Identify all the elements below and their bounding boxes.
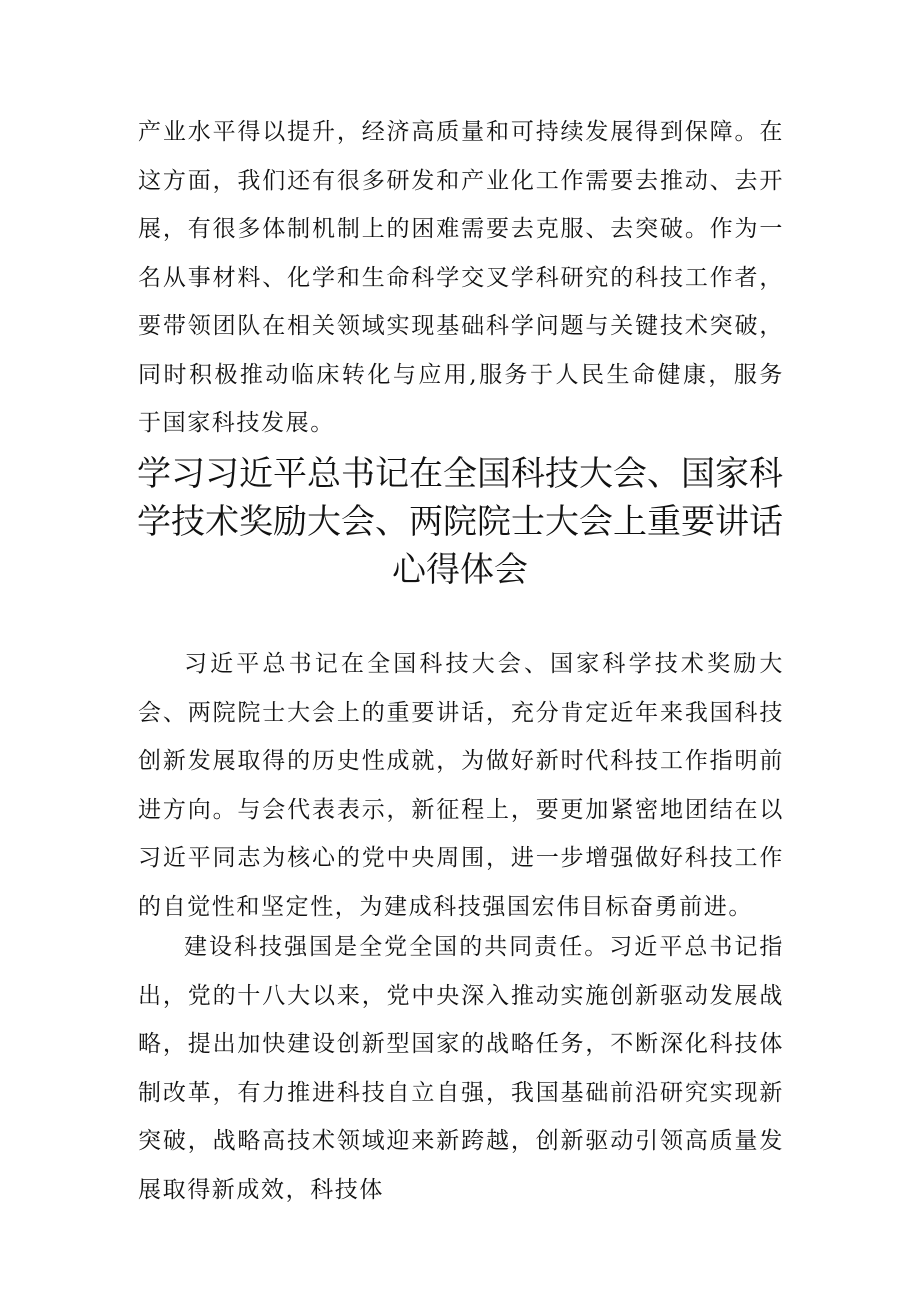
- body-paragraph-2: 建设科技强国是全党全国的共同责任。习近平总书记指出，党的十八大以来，党中央深入推动实施创新驱动发展战略，提出加快建设创新型国家的战略任务，不断深化科技体制改革，有力推进科技自立自强，我国基础前沿研究实现新突破，战略高技术领域迎来新跨越，创新驱动引领高质量发展取得新成效，科技体: [138, 934, 784, 1203]
- body-paragraph-1: 习近平总书记在全国科技大会、国家科学技术奖励大会、两院院士大会上的重要讲话，充分肯定近年来我国科技创新发展取得的历史性成就，为做好新时代科技工作指明前进方向。与会代表表示，新征程上，要更加紧密地团结在以习近平同志为核心的党中央周围，进一步增强做好科技工作的自觉性和坚定性，为建成科技强国宏伟目标奋勇前进。: [138, 651, 784, 920]
- article-title: 学习习近平总书记在全国科技大会、国家科学技术奖励大会、两院院士大会上重要讲话心得体会: [137, 454, 783, 590]
- continuation-paragraph: 产业水平得以提升，经济高质量和可持续发展得到保障。在这方面，我们还有很多研发和产业化工作需要去推动、去开展，有很多体制机制上的困难需要去克服、去突破。作为一名从事材料、化学和生命科学交叉学科研究的科技工作者，要带领团队在相关领域实现基础科学问题与关键技术突破，同时积极推动临床转化与应用,服务于人民生命健康，服务于国家科技发展。: [138, 119, 784, 436]
